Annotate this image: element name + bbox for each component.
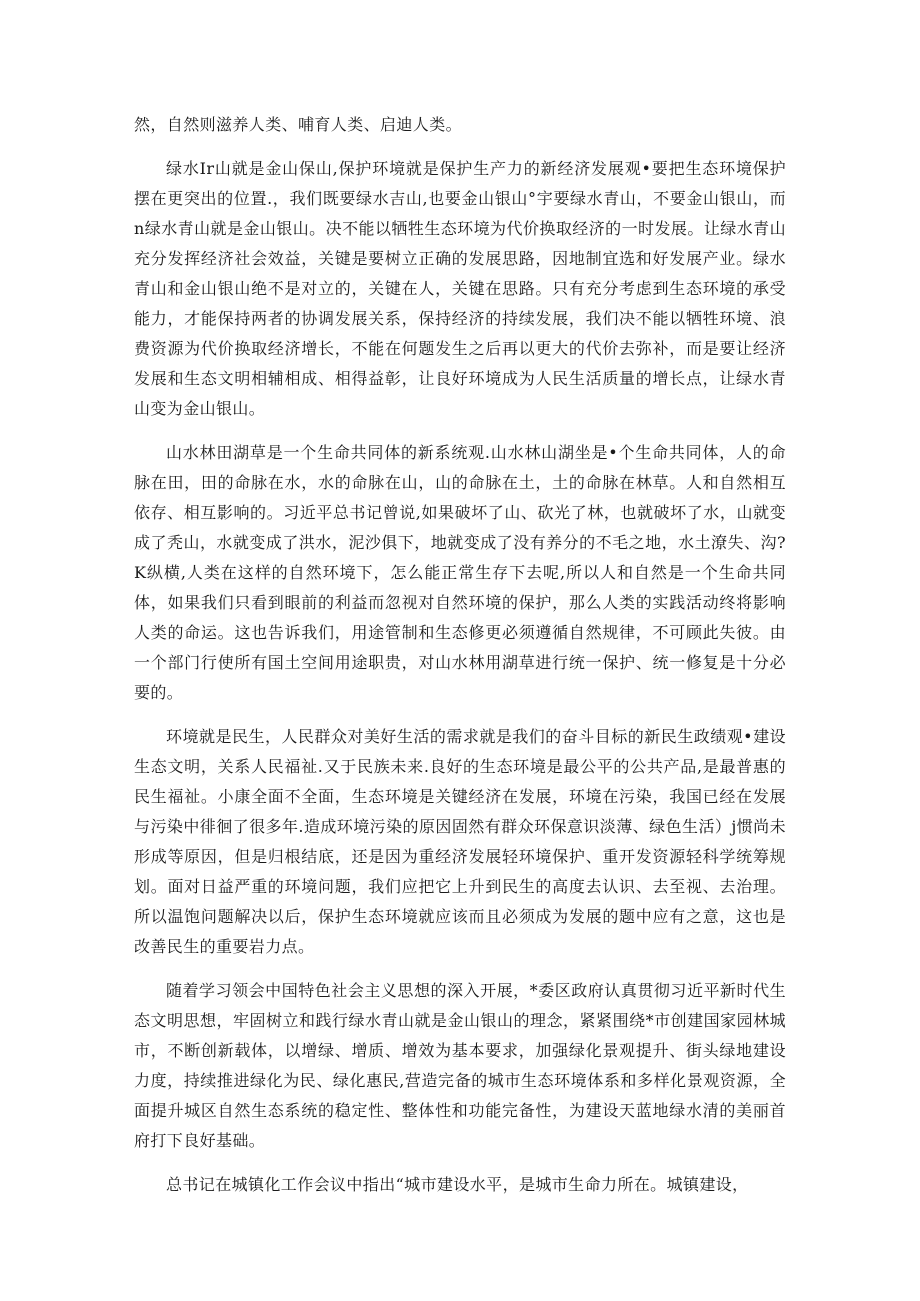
paragraph-continuation: 然，自然则滋养人类、哺育人类、启迪人类。 [134, 115, 463, 134]
paragraph-urbanization: 总书记在城镇化工作会议中指出“城市建设水平，是城市生命力所在。城镇建设， [166, 1175, 749, 1194]
paragraph-district-work: 随着学习领会中国特色社会主义思想的深入开展，*委区政府认真贯彻习近平新时代生态文明思想，牢固树立和践行绿水青山就是金山银山的理念，紧紧围绕*市创建国家园林城市，不断创新载体，以增绿、增质、增效为基本要求，加强绿化景观提升、街头绿地建设力度，持续推进绿化为民、绿化惠民,营造完备的城市生态环境体系和多样化景观资源，全面提升城区自然生态系统的稳定性、整体性和功能完备性，为建设天蓝地绿水清的美丽首府打下良好基础。 [134, 981, 786, 1150]
document-body [134, 110, 786, 1214]
paragraph-life-community: 山水林田湖草是一个生命共同体的新系统观.山水林山湖坐是•个生命共同体，人的命脉在田，田的命脉在水，水的命脉在山，山的命脉在土，土的命脉在林草。人和自然相互依存、相互影响的。习近平总书记曾说,如果破坏了山、砍光了林，也就破坏了水，山就变成了秃山，水就变成了洪水，泥沙俱下，地就变成了没有养分的不毛之地，水土潦失、沟?K纵横,人类在这样的自然环境下，怎么能正常生存下去呢,所以人和自然是一个生命共同体，如果我们只看到眼前的利益而忽视对自然环境的保护，那么人类的实践活动终将影响人类的命运。这也告诉我们，用途管制和生态修更必须遵循自然规律，不可顾此失彼。由一个部门行使所有国土空间用途职贵，对山水林用湖草进行统一保护、统一修复是十分必要的。 [134, 443, 786, 702]
paragraph-environment-livelihood: 环境就是民生，人民群众对美好生活的需求就是我们的奋斗目标的新民生政绩观•建设生态文明，关系人民福祉.又于民族未来.良好的生态环境是最公平的公共产品,是最普惠的民生福祉。小康全面不全面，生态环境是关键经济在发展，环境在污染，我国已经在发展与污染中徘徊了很多年.造成环境污染的原因固然有群众环保意识淡薄、绿色生活）j惯尚未形成等原因，但是归根结底，还是因为重经济发展轻环境保护、重开发资源轻科学统筹规划。面对日益严重的环境问题，我们应把它上升到民生的高度去认识、去至视、去治理。所以温饱问题解决以后，保护生态环境就应该而且必须成为发展的题中应有之意，这也是改善民生的重要岩力点。 [134, 727, 786, 956]
paragraph-green-mountains: 绿水Ir山就是金山保山,保护环境就是保护生产力的新经济发展观•要把生态环境保护摆在更突出的位置.，我们既要绿水吉山,也要金山银山°宇要绿水青山，不要金山银山，而n绿水青山就是金山银山。决不能以牺牲生态环境为代价换取经济的一时发展。让绿水青山充分发挥经济社会效益，关键是要树立正确的发展思路，因地制宜选和好发展产业。绿水青山和金山银山绝不是对立的，关键在人，关键在思路。只有充分考虑到生态环境的承受能力，才能保持两者的协调发展关系，保持经济的持续发展，我们决不能以牺牲环境、浪费资源为代价换取经济增长，不能在何题发生之后再以更大的代价去弥补，而是要让经济发展和生态文明相辅相成、相得益彰，让良好环境成为人民生活质量的增长点，让绿水青山变为金山银山。 [134, 159, 786, 418]
